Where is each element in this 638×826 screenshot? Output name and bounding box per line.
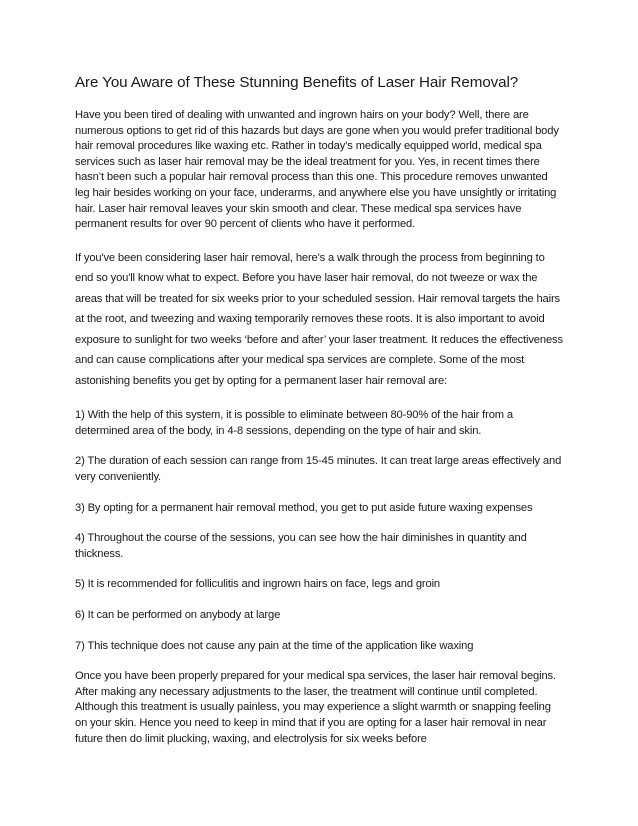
document-page — [75, 74, 565, 762]
benefit-item-2: 2) The duration of each session can range from 15-45 minutes. It can treat large areas effectively and very conveniently. — [75, 455, 562, 484]
benefit-item-6: 6) It can be performed on anybody at large — [75, 609, 281, 621]
benefit-item-7: 7) This technique does not cause any pain at the time of the application like waxing — [75, 639, 474, 652]
intro-paragraph: Have you been tired of dealing with unwanted and ingrown hairs on your body? Well, there are numerous options to get rid of this hazards but days are gone when you would prefer traditional body hair removal procedures like waxing etc. Rather in today’s medically equipped world, medical spa services such as laser hair removal may be the ideal treatment for you. Yes, in recent times there hasn’t been such a popular hair removal process than this one. This procedure removes unwanted leg hair besides working on your face, underarms, and anywhere else you have unsightly or irritating hair. Laser hair removal leaves your skin smooth and clear. These medical spa services have permanent results for over 90 percent of clients who have it performed. — [75, 109, 559, 231]
benefit-item-1: 1) With the help of this system, it is possible to eliminate between 80-90% of the hair from a determined area of the body, in 4-8 sessions, depending on the type of hair and skin. — [75, 409, 513, 437]
closing-paragraph: Once you have been properly prepared for your medical spa services, the laser hair removal begins. After making any necessary adjustments to the laser, the treatment will continue until completed. Although this treatment is usually painless, you may experience a slight warmth or snapping feeling on your skin. Hence you need to keep in mind that if you are opting for a laser hair removal in near future then do limit plucking, waxing, and electrolysis for six weeks before — [75, 670, 556, 745]
benefit-item-3: 3) By opting for a permanent hair removal method, you get to put aside future waxing expenses — [75, 501, 533, 514]
process-paragraph: If you've been considering laser hair removal, here's a walk through the process from beginning to end so you'll know what to expect. Before you have laser hair removal, do not tweeze or wax the areas that will be treated for six weeks prior to your scheduled session. Hair removal targets the hairs at the root, and tweezing and waxing temporarily removes these roots. It is also important to avoid exposure to sunlight for two weeks ‘before and after’ your laser treatment. It reduces the effectiveness and can cause complications after your medical spa services are complete. Some of the most astonishing benefits you get by opting for a permanent laser hair removal are: — [75, 251, 563, 387]
document-title: Are You Aware of These Stunning Benefits of Laser Hair Removal? — [75, 74, 519, 91]
benefit-item-4: 4) Throughout the course of the sessions, you can see how the hair diminishes in quantity and thickness. — [75, 532, 527, 560]
benefit-item-5: 5) It is recommended for folliculitis and ingrown hairs on face, legs and groin — [75, 578, 440, 591]
